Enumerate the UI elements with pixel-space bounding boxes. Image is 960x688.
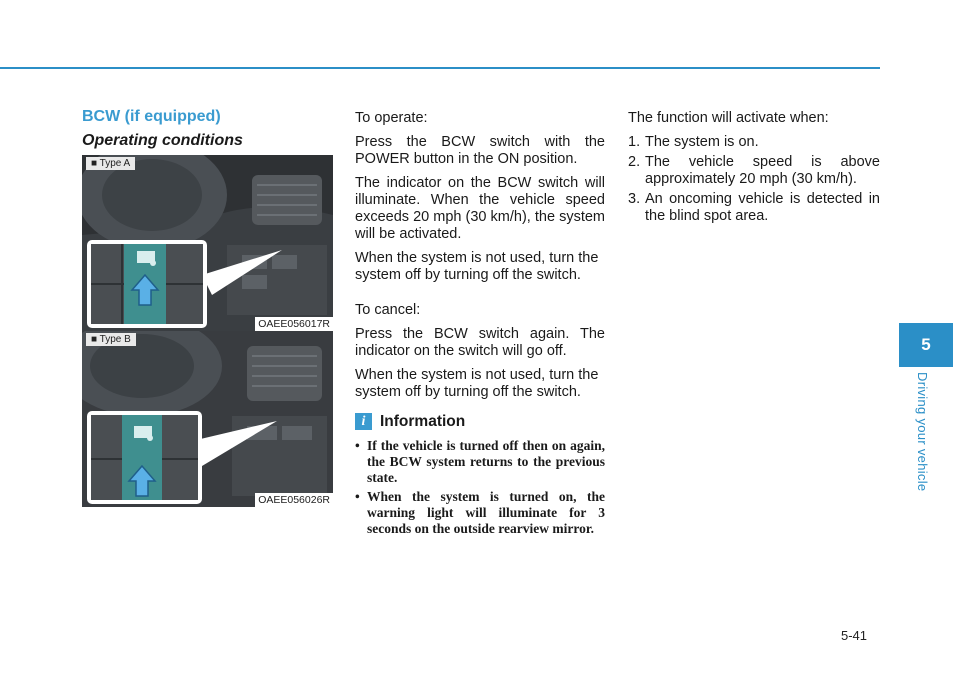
item-text: The system is on. [645, 134, 759, 150]
information-header [355, 413, 605, 430]
section-title: BCW (if equipped) [82, 108, 221, 125]
dashboard-switch-photo [82, 331, 333, 507]
page-number: 5-41 [841, 628, 868, 643]
figure-code-label: OAEE056026R [255, 493, 333, 507]
cancel-paragraph: When the system is not used, turn the system off by turning off the switch. [355, 367, 599, 400]
header-rule [0, 67, 880, 69]
activation-list [628, 134, 880, 225]
operate-paragraph: Press the BCW switch with the POWER button in the ON position. [355, 134, 605, 167]
item-number: 2. [628, 154, 641, 170]
item-number: 3. [628, 191, 641, 207]
activation-column [628, 110, 880, 228]
list-item [628, 191, 880, 225]
list-item [628, 154, 880, 188]
subsection-title: Operating conditions [82, 132, 243, 149]
info-icon: i [355, 413, 372, 430]
information-title: Information [380, 413, 466, 430]
information-list [355, 438, 605, 537]
figure-type-a [82, 155, 333, 331]
item-number: 1. [628, 134, 641, 150]
cancel-heading: To cancel: [355, 302, 421, 318]
activation-heading: The function will activate when: [628, 110, 829, 126]
item-text: The vehicle speed is above approximately 20 mph (30 km/h). [645, 154, 880, 187]
chapter-tab: 5 [899, 323, 953, 367]
list-item [628, 134, 880, 151]
dashboard-switch-photo [82, 155, 333, 331]
list-item: • When the system is turned on, the warning light will illuminate for 3 seconds on the outside rearview mirror. [355, 489, 605, 537]
chapter-title: Driving your vehicle [915, 372, 930, 492]
operate-heading: To operate: [355, 110, 428, 126]
operate-paragraph: When the system is not used, turn the system off by turning off the switch. [355, 250, 599, 283]
operation-column [355, 110, 605, 540]
figure-type-b [82, 331, 333, 507]
cancel-paragraph: Press the BCW switch again. The indicator on the switch will go off. [355, 326, 605, 359]
operate-paragraph: The indicator on the BCW switch will illuminate. When the vehicle speed exceeds 20 mph (30 km/h), the system will be activated. [355, 175, 605, 242]
list-item: • If the vehicle is turned off then on again, the BCW system returns to the previous state. [355, 438, 605, 486]
figure-type-label: ■ Type A [86, 157, 135, 170]
figure-code-label: OAEE056017R [255, 317, 333, 331]
item-text: An oncoming vehicle is detected in the blind spot area. [645, 191, 880, 224]
chapter-side-label [910, 372, 940, 502]
figure-type-label: ■ Type B [86, 333, 136, 346]
